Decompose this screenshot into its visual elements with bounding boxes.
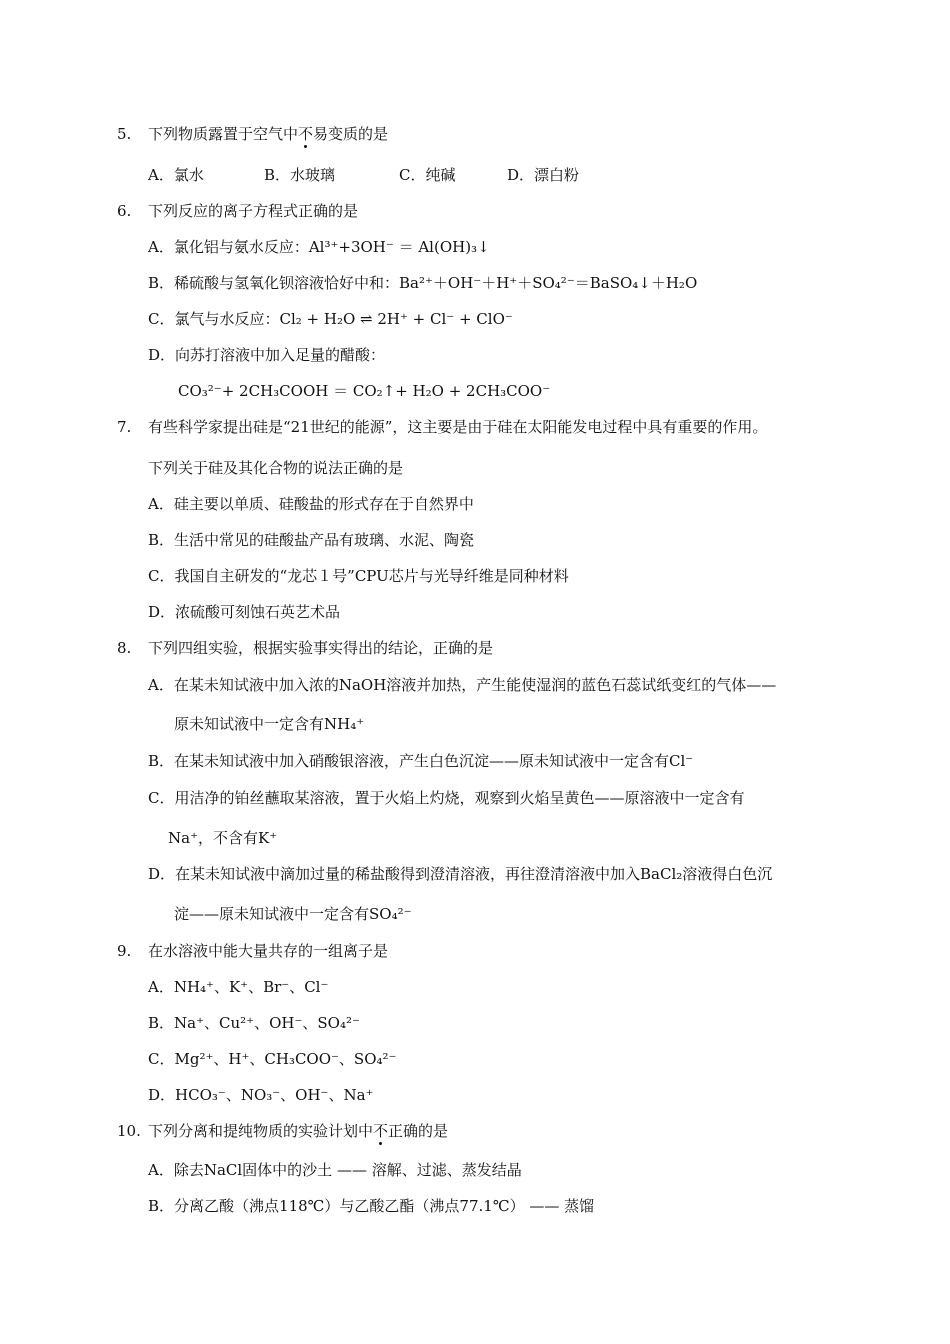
option-d-continued: CO₃²⁻+ 2CH₃COOH ＝ CO₂↑+ H₂O + 2CH₃COO⁻ (178, 382, 551, 400)
option-d: D．漂白粉 (507, 166, 580, 184)
option-a: A．在某未知试液中加入浓的NaOH溶液并加热，产生能使湿润的蓝色石蕊试纸变红的气体—— (148, 676, 777, 694)
option-a-continued: 原未知试液中一定含有NH₄⁺ (174, 715, 365, 733)
question-number: 6. (117, 202, 132, 220)
option-c: C．用洁净的铂丝蘸取某溶液，置于火焰上灼烧，观察到火焰呈黄色——原溶液中一定含有 (148, 789, 745, 807)
option-a: A．氯化铝与氨水反应：Al³⁺+3OH⁻ ＝ Al(OH)₃↓ (148, 238, 490, 256)
option-d: D．在某未知试液中滴加过量的稀盐酸得到澄清溶液，再往澄清溶液中加入BaCl₂溶液得白色沉 (148, 865, 773, 883)
stem-part: 正确的是 (388, 1122, 449, 1140)
option-a: A．硅主要以单质、硅酸盐的形式存在于自然界中 (148, 495, 474, 513)
option-d: D．向苏打溶液中加入足量的醋酸： (148, 346, 386, 364)
question-stem: 在水溶液中能大量共存的一组离子是 (148, 942, 389, 960)
option-b: B．水玻璃 (264, 166, 336, 184)
stem-part: 下列分离和提纯物质的实验计划中 (148, 1122, 374, 1140)
question-number: 9. (117, 942, 132, 960)
option-d: D．浓硫酸可刻蚀石英艺术品 (148, 603, 341, 621)
question-stem-continued: 下列关于硅及其化合物的说法正确的是 (148, 459, 404, 477)
option-a: A．除去NaCl固体中的沙土 —— 溶解、过滤、蒸发结晶 (148, 1161, 522, 1179)
question-stem: 下列四组实验，根据实验事实得出的结论，正确的是 (148, 639, 494, 657)
option-c-continued: Na⁺，不含有K⁺ (168, 829, 278, 847)
option-c: C．纯碱 (399, 166, 456, 184)
option-c: C．我国自主研发的“龙芯１号”CPU芯片与光导纤维是同种材料 (148, 567, 569, 585)
option-a: A．氯水 (148, 166, 204, 184)
option-b: B．Na⁺、Cu²⁺、OH⁻、SO₄²⁻ (148, 1014, 360, 1032)
option-c: C．Mg²⁺、H⁺、CH₃COO⁻、SO₄²⁻ (148, 1050, 397, 1068)
question-stem: 有些科学家提出硅是“21世纪的能源”，这主要是由于硅在太阳能发电过程中具有重要的作用。 (148, 418, 768, 436)
question-number: 5. (117, 125, 132, 143)
option-d: D．HCO₃⁻、NO₃⁻、OH⁻、Na⁺ (148, 1086, 374, 1104)
option-b: B．在某未知试液中加入硝酸银溶液，产生白色沉淀——原未知试液中一定含有Cl⁻ (148, 752, 694, 770)
option-b: B．稀硫酸与氢氧化钡溶液恰好中和：Ba²⁺＋OH⁻＋H⁺＋SO₄²⁻＝BaSO₄↓＋H₂O (148, 274, 698, 292)
question-stem (148, 1121, 448, 1141)
question-number: 8. (117, 639, 132, 657)
emphasis-dot-char: 不 (373, 1122, 389, 1140)
stem-part: 易变质的是 (313, 125, 389, 143)
option-b: B．生活中常见的硅酸盐产品有玻璃、水泥、陶瓷 (148, 531, 475, 549)
question-number: 7. (117, 418, 132, 436)
question-stem: 下列反应的离子方程式正确的是 (148, 202, 359, 220)
question-stem (148, 124, 388, 144)
option-b: B．分离乙酸（沸点118℃）与乙酸乙酯（沸点77.1℃） —— 蒸馏 (148, 1197, 595, 1215)
option-c: C．氯气与水反应：Cl₂ + H₂O ⇌ 2H⁺ + Cl⁻ + ClO⁻ (148, 310, 513, 328)
stem-part: 下列物质露置于空气中 (148, 125, 299, 143)
question-number: 10. (117, 1122, 141, 1140)
option-a: A．NH₄⁺、K⁺、Br⁻、Cl⁻ (148, 978, 329, 996)
emphasis-dot-char: 不 (298, 125, 314, 143)
option-d-continued: 淀——原未知试液中一定含有SO₄²⁻ (174, 905, 412, 923)
